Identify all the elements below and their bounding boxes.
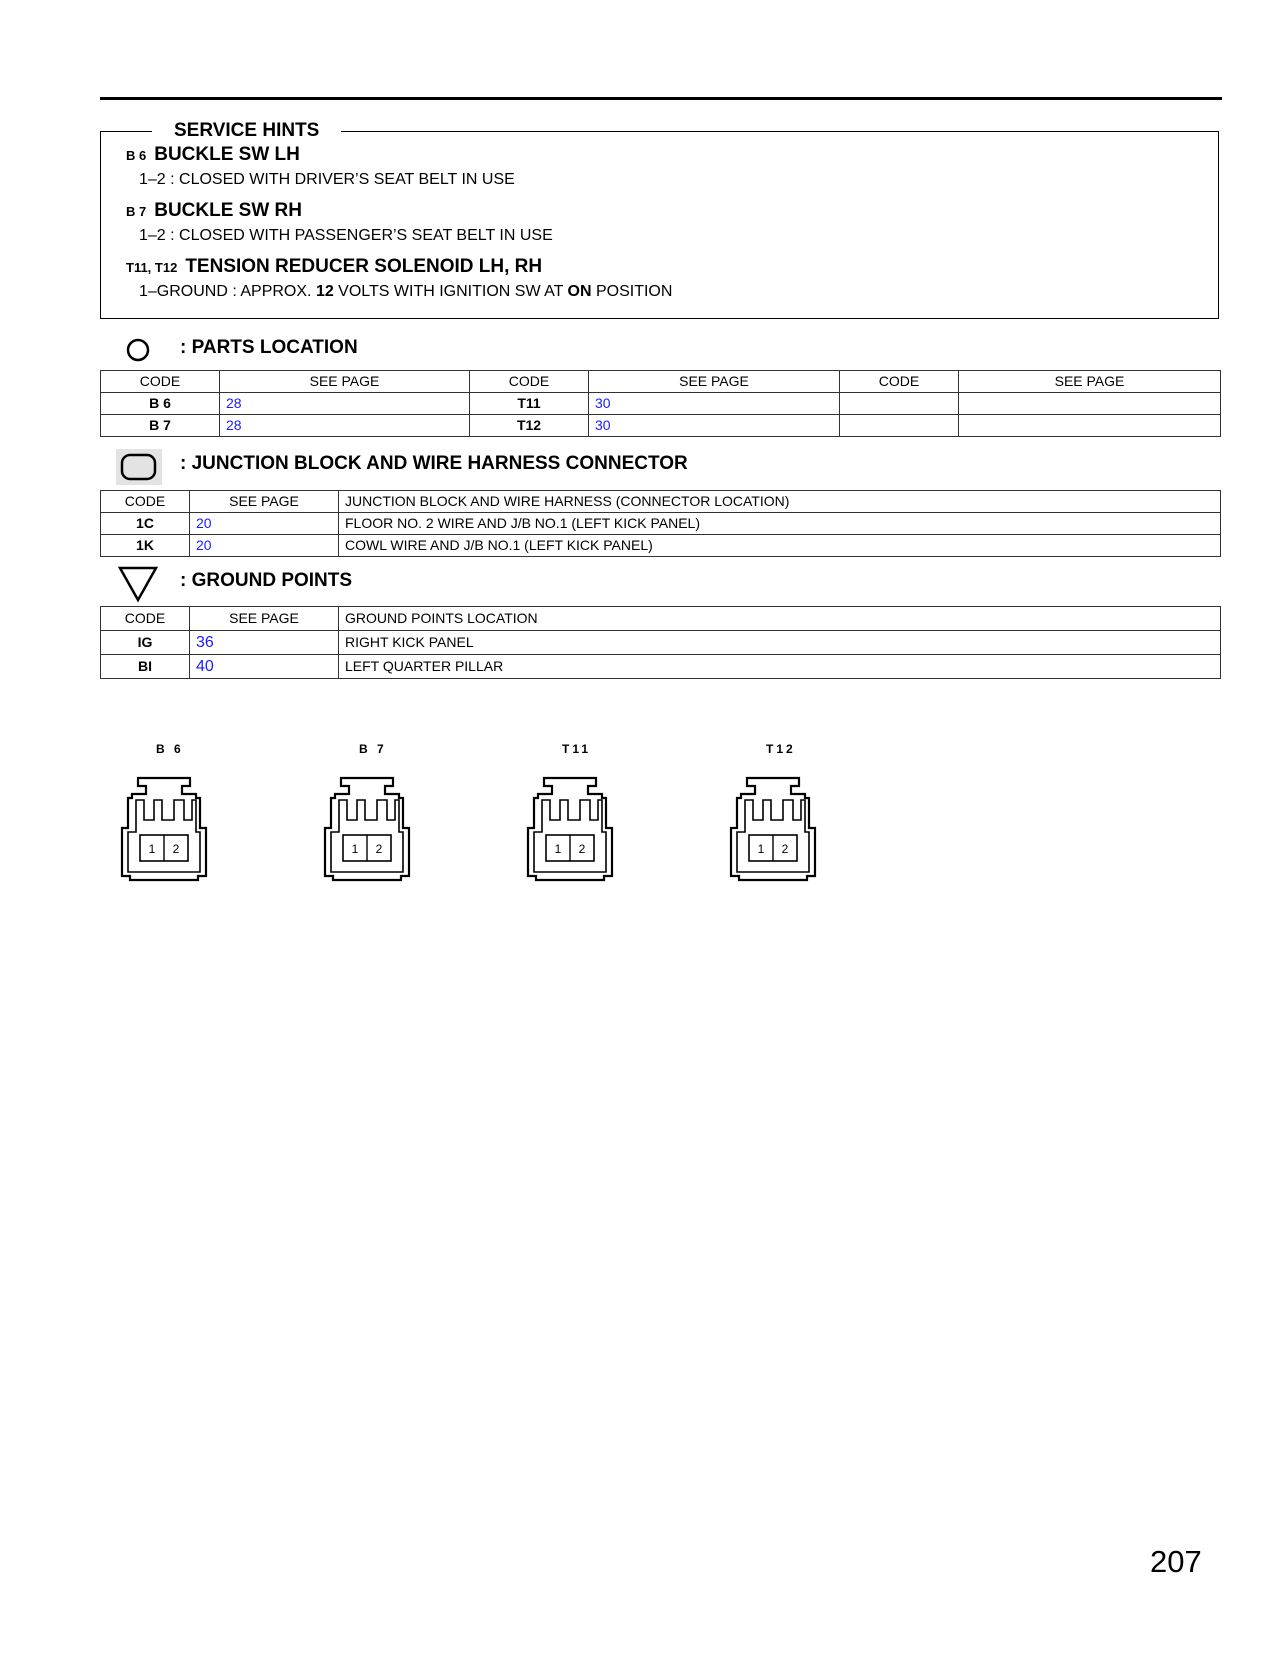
connector-t12-diagram (727, 776, 827, 892)
hint-value-on: ON (567, 283, 592, 300)
connector-pin-number: 1 (351, 842, 359, 856)
table-header-row (101, 371, 1221, 393)
table-row (101, 393, 1221, 415)
location-cell: FLOOR NO. 2 WIRE AND J/B NO.1 (LEFT KICK PANEL) (339, 513, 1221, 535)
code-cell: 1C (101, 513, 190, 535)
header-cell: CODE (101, 491, 190, 513)
hint-heading-t11-t12 (126, 256, 542, 278)
triangle-down-icon (117, 565, 159, 603)
hint-text: 1–2 : CLOSED WITH DRIVER’S SEAT BELT IN USE (139, 171, 515, 188)
page-link[interactable]: 40 (190, 655, 339, 679)
header-cell: SEE PAGE (190, 607, 339, 631)
hint-name: BUCKLE SW RH (154, 200, 303, 221)
connector-t11-diagram (524, 776, 624, 892)
ground-points-table (100, 606, 1221, 679)
service-hints-title: SERVICE HINTS (152, 118, 341, 144)
connector-label-t12: T12 (766, 742, 796, 756)
page-link[interactable]: 20 (190, 535, 339, 557)
hint-line-b6 (139, 171, 515, 189)
page-link[interactable]: 36 (190, 631, 339, 655)
connector-pin-number: 2 (781, 842, 789, 856)
page-number: 207 (1150, 1544, 1202, 1579)
junction-block-heading: : JUNCTION BLOCK AND WIRE HARNESS CONNECTOR (180, 453, 688, 474)
location-cell: RIGHT KICK PANEL (339, 631, 1221, 655)
connector-pin-number: 2 (172, 842, 180, 856)
connector-housing-outline (528, 778, 612, 880)
code-cell: BI (101, 655, 190, 679)
code-cell: T11 (470, 393, 589, 415)
page-link (959, 393, 1221, 415)
table-row (101, 655, 1221, 679)
table-row (101, 631, 1221, 655)
connector-b6-diagram (118, 776, 218, 892)
hint-text: VOLTS WITH IGNITION SW AT (333, 283, 568, 300)
connector-pin-number: 2 (375, 842, 383, 856)
location-cell: COWL WIRE AND J/B NO.1 (LEFT KICK PANEL) (339, 535, 1221, 557)
hint-line-b7 (139, 227, 553, 245)
connector-b7-diagram (321, 776, 421, 892)
code-cell: B 6 (101, 393, 220, 415)
connector-pin-number: 2 (578, 842, 586, 856)
header-cell: JUNCTION BLOCK AND WIRE HARNESS (CONNECTOR LOCATION) (339, 491, 1221, 513)
top-rule (100, 97, 1222, 100)
hint-text: 1–GROUND : APPROX. (139, 283, 316, 300)
connector-label-b6: B 6 (156, 742, 184, 756)
hint-code: B 7 (126, 204, 147, 219)
table-row (101, 415, 1221, 437)
page-link[interactable]: 30 (589, 393, 840, 415)
header-cell: SEE PAGE (589, 371, 840, 393)
header-cell: SEE PAGE (190, 491, 339, 513)
hint-code: B 6 (126, 148, 147, 163)
hint-code: T11, T12 (126, 260, 178, 275)
hint-line-t11-t12 (139, 283, 672, 301)
page-link[interactable]: 28 (220, 415, 470, 437)
code-cell: 1K (101, 535, 190, 557)
header-cell: CODE (470, 371, 589, 393)
parts-location-table (100, 370, 1221, 437)
hint-text: 1–2 : CLOSED WITH PASSENGER’S SEAT BELT IN USE (139, 227, 553, 244)
code-cell (840, 415, 959, 437)
location-cell: LEFT QUARTER PILLAR (339, 655, 1221, 679)
page-link[interactable]: 28 (220, 393, 470, 415)
header-cell: CODE (840, 371, 959, 393)
connector-pin-number: 1 (554, 842, 562, 856)
junction-block-table (100, 490, 1221, 557)
hint-name: BUCKLE SW LH (154, 144, 300, 165)
connector-housing-outline (122, 778, 206, 880)
header-cell: GROUND POINTS LOCATION (339, 607, 1221, 631)
header-cell: SEE PAGE (220, 371, 470, 393)
code-cell: IG (101, 631, 190, 655)
hint-heading-b7 (126, 200, 302, 222)
parts-location-heading: : PARTS LOCATION (180, 337, 358, 358)
connector-pin-number: 1 (757, 842, 765, 856)
connector-housing-outline (731, 778, 815, 880)
rounded-rect-icon (116, 449, 162, 485)
code-cell: T12 (470, 415, 589, 437)
connector-label-b7: B 7 (359, 742, 387, 756)
hint-heading-b6 (126, 144, 300, 166)
code-cell (840, 393, 959, 415)
connector-housing-outline (325, 778, 409, 880)
code-cell: B 7 (101, 415, 220, 437)
table-row (101, 513, 1221, 535)
hint-text: POSITION (591, 283, 673, 300)
hint-name: TENSION REDUCER SOLENOID LH, RH (185, 256, 543, 277)
connector-label-t11: T11 (562, 742, 592, 756)
ground-points-heading: : GROUND POINTS (180, 570, 353, 591)
hint-value-volts: 12 (315, 283, 334, 300)
page-link[interactable]: 20 (190, 513, 339, 535)
page-link[interactable]: 30 (589, 415, 840, 437)
circle-icon (125, 337, 151, 363)
header-cell: CODE (101, 607, 190, 631)
table-header-row (101, 491, 1221, 513)
table-header-row (101, 607, 1221, 631)
header-cell: CODE (101, 371, 220, 393)
connector-pin-number: 1 (148, 842, 156, 856)
page-link (959, 415, 1221, 437)
header-cell: SEE PAGE (959, 371, 1221, 393)
table-row (101, 535, 1221, 557)
